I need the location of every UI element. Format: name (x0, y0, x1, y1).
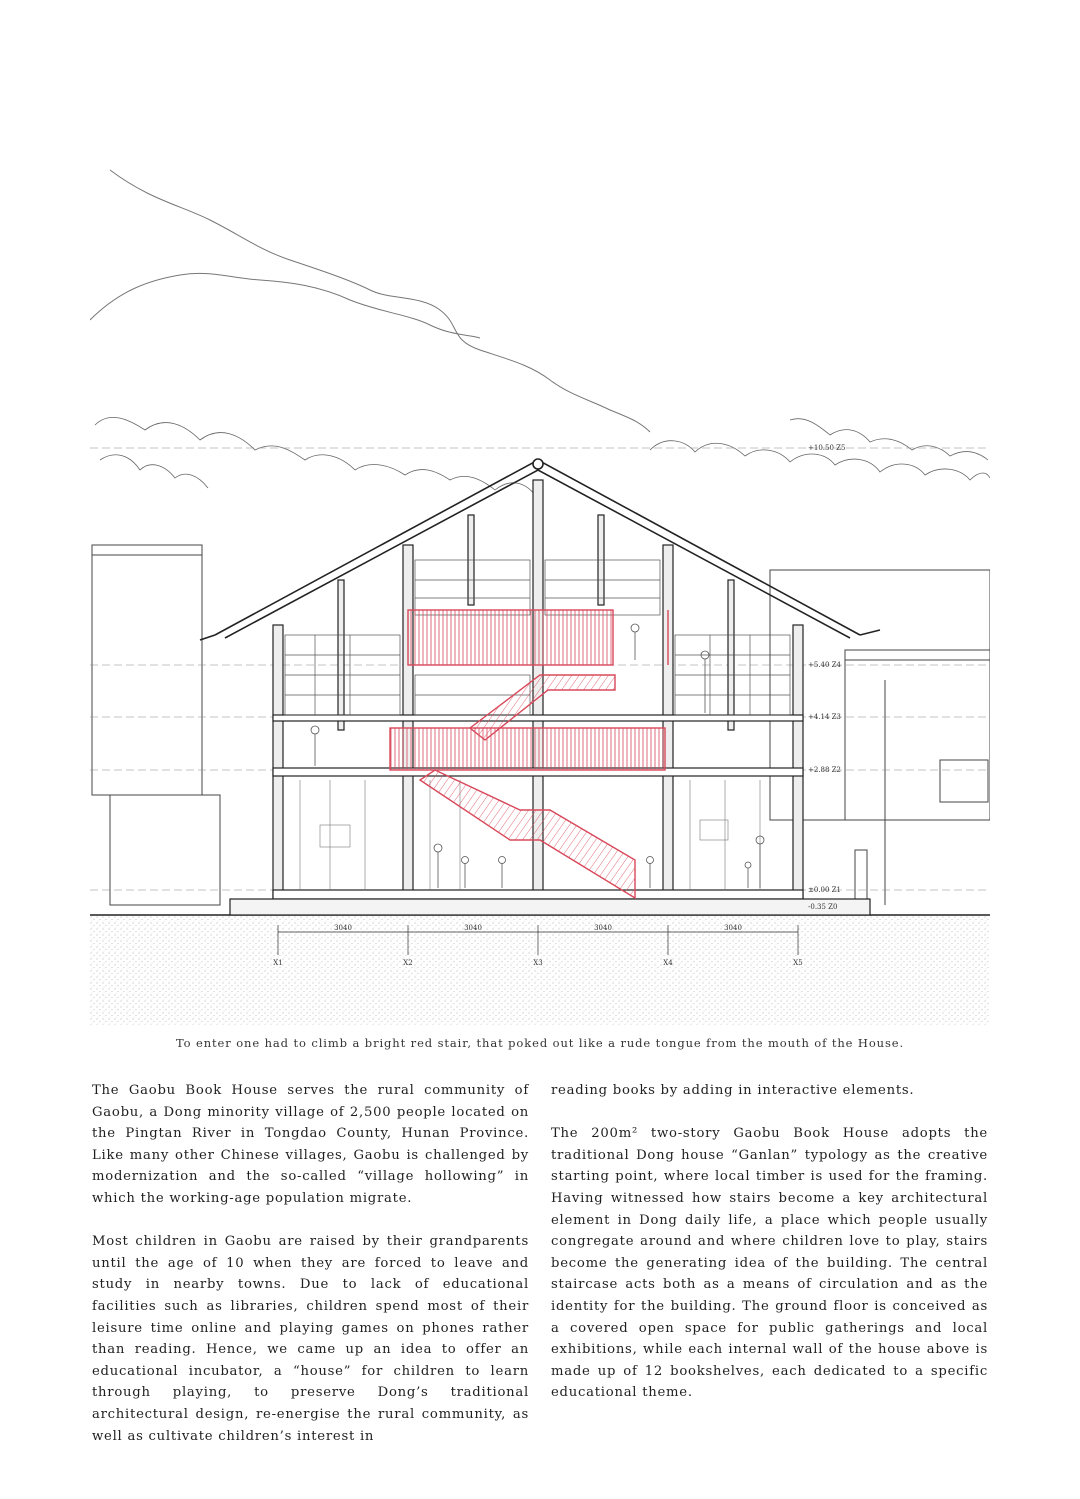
level-label: ±0.00 Z1 (808, 886, 841, 894)
mountain-outline (90, 170, 650, 432)
axis-label: X1 (273, 959, 283, 967)
paragraph: The 200m² two-story Gaobu Book House adopts the traditional Dong house “Ganlan” typology as the creative starting point, where local timber is used for the framing. Having witnessed how stairs become a key architectural element in Dong daily life, a place which people usually congregate around and where children love to play, stairs become the generating idea of the building. The central staircase acts both as a means of circulation and as the identity for the building. The ground floor is conceived as a covered open space for public gatherings and local exhibitions, while each internal wall of the house above is made up of 12 bookshelves, each dedicated to a specific educational theme. (551, 1126, 988, 1401)
body-text-left (92, 1080, 529, 1469)
ground-soil (90, 915, 990, 1025)
level-label: +2.88 Z2 (808, 766, 841, 774)
red-stair (390, 610, 668, 898)
level-label: +4.14 Z3 (808, 713, 841, 721)
level-label: -0.35 Z0 (808, 903, 838, 911)
level-label: +10.50 Z5 (808, 444, 846, 452)
axis-label: X4 (663, 959, 673, 967)
level-label: +5.40 Z4 (808, 661, 841, 669)
paragraph: Most children in Gaobu are raised by their grandparents until the age of 10 when they are forced to leave and study in nearby towns. Due to lack of educational facilities such as libraries, children spend most of their leisure time online and playing games on phones rather than reading. Hence, we came up an idea to offer an educational incubator, a “house” for children to learn through playing, to preserve Dong’s traditional architectural design, re-energise the rural community, as well as cultivate children’s interest in (92, 1234, 529, 1444)
level-labels (808, 444, 845, 911)
section-drawing (90, 160, 990, 1025)
span-label: 3040 (594, 924, 612, 932)
paragraph: The Gaobu Book House serves the rural community of Gaobu, a Dong minority village of 2,500 people located on the Pingtan River in Tongdao County, Hunan Province. Like many other Chinese villages, Gaobu is challenged by modernization and the so-called “village hollowing” in which the working-age population migrate. (92, 1083, 529, 1206)
span-label: 3040 (724, 924, 742, 932)
span-label: 3040 (464, 924, 482, 932)
axis-label: X2 (403, 959, 413, 967)
body-text-right (551, 1080, 988, 1426)
axis-label: X5 (793, 959, 803, 967)
span-label: 3040 (334, 924, 352, 932)
paragraph: reading books by adding in interactive elements. (551, 1083, 915, 1098)
axis-label: X3 (533, 959, 543, 967)
figure-caption: To enter one had to climb a bright red stair, that poked out like a rude tongue from the mouth of the House. (175, 1036, 905, 1050)
